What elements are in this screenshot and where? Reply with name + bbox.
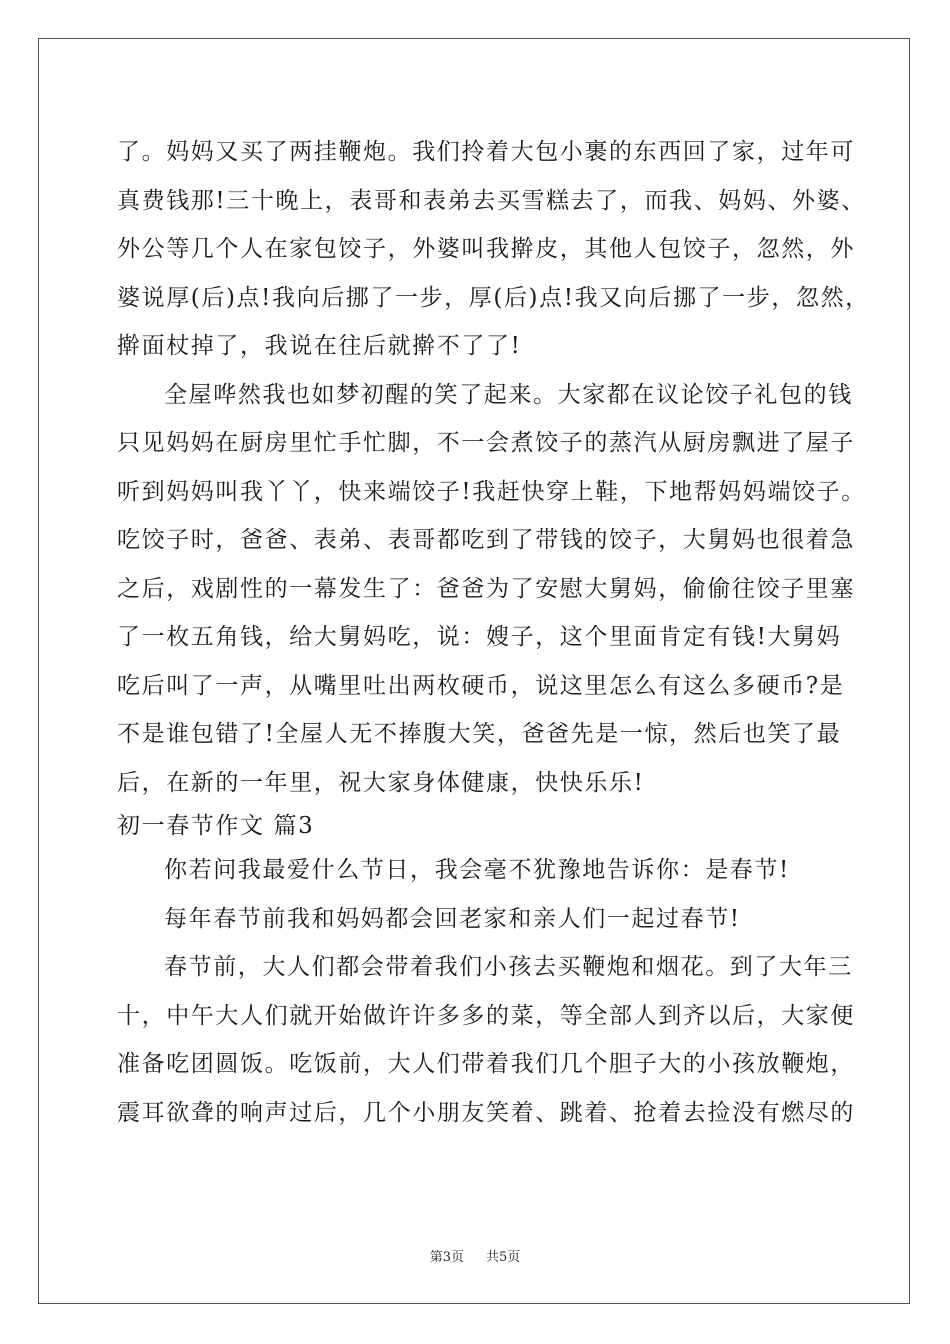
page-footer <box>0 1246 950 1265</box>
page-number: 第3页 <box>429 1250 464 1265</box>
text-line: 准备吃团圆饭。吃饭前，大人们带着我们几个胆子大的小孩放鞭炮， <box>117 1051 855 1077</box>
text-line: 吃饺子时，爸爸、表弟、表哥都吃到了带钱的饺子，大舅妈也很着急 <box>117 527 855 553</box>
text-line: 擀面杖掉了，我说在往后就擀不了了! <box>117 333 522 359</box>
text-line: 听到妈妈叫我丫丫，快来端饺子!我赶快穿上鞋，下地帮妈妈端饺子。 <box>117 478 866 505</box>
document-body <box>117 128 870 1137</box>
text-line: 吃后叫了一声，从嘴里吐出两枚硬币，说这里怎么有这么多硬币?是 <box>117 672 845 699</box>
text-line: 十，中午大人们就开始做许许多多的菜，等全部人到齐以后，大家便 <box>117 1002 855 1029</box>
text-line: 只见妈妈在厨房里忙手忙脚，不一会煮饺子的蒸汽从厨房飘进了屋子 <box>117 430 855 456</box>
paragraph-first-line: 你若问我最爱什么节日，我会毫不犹豫地告诉你：是春节! <box>164 857 790 883</box>
paragraph-first-line: 每年春节前我和妈妈都会回老家和亲人们一起过春节! <box>164 905 741 932</box>
text-line: 婆说厚(后)点!我向后挪了一步，厚(后)点!我又向后挪了一步，忽然， <box>117 284 870 311</box>
paragraph-first-line: 全屋哗然我也如梦初醒的笑了起来。大家都在议论饺子礼包的钱 <box>164 381 853 408</box>
text-line: 外公等几个人在家包饺子，外婆叫我擀皮，其他人包饺子，忽然，外 <box>117 236 855 262</box>
text-line: 真费钱那!三十晚上，表哥和表弟去买雪糕去了，而我、妈妈、外婆、 <box>117 187 866 214</box>
paragraph-first-line: 春节前，大人们都会带着我们小孩去买鞭炮和烟花。到了大年三 <box>164 954 853 980</box>
text-line: 了。妈妈又买了两挂鞭炮。我们拎着大包小裹的东西回了家，过年可 <box>117 139 855 165</box>
text-line: 后，在新的一年里，祝大家身体健康，快快乐乐! <box>117 769 645 796</box>
section-heading: 初一春节作文 篇3 <box>117 813 315 839</box>
text-line: 了一枚五角钱，给大舅妈吃，说：嫂子，这个里面肯定有钱!大舅妈 <box>117 624 842 650</box>
page-total: 共5页 <box>486 1250 521 1265</box>
text-line: 不是谁包错了!全屋人无不捧腹大笑，爸爸先是一惊，然后也笑了最 <box>117 721 842 747</box>
text-line: 震耳欲聋的响声过后，几个小朋友笑着、跳着、抢着去捡没有燃尽的 <box>117 1099 855 1126</box>
text-line: 之后，戏剧性的一幕发生了：爸爸为了安慰大舅妈，偷偷往饺子里塞 <box>117 575 855 602</box>
